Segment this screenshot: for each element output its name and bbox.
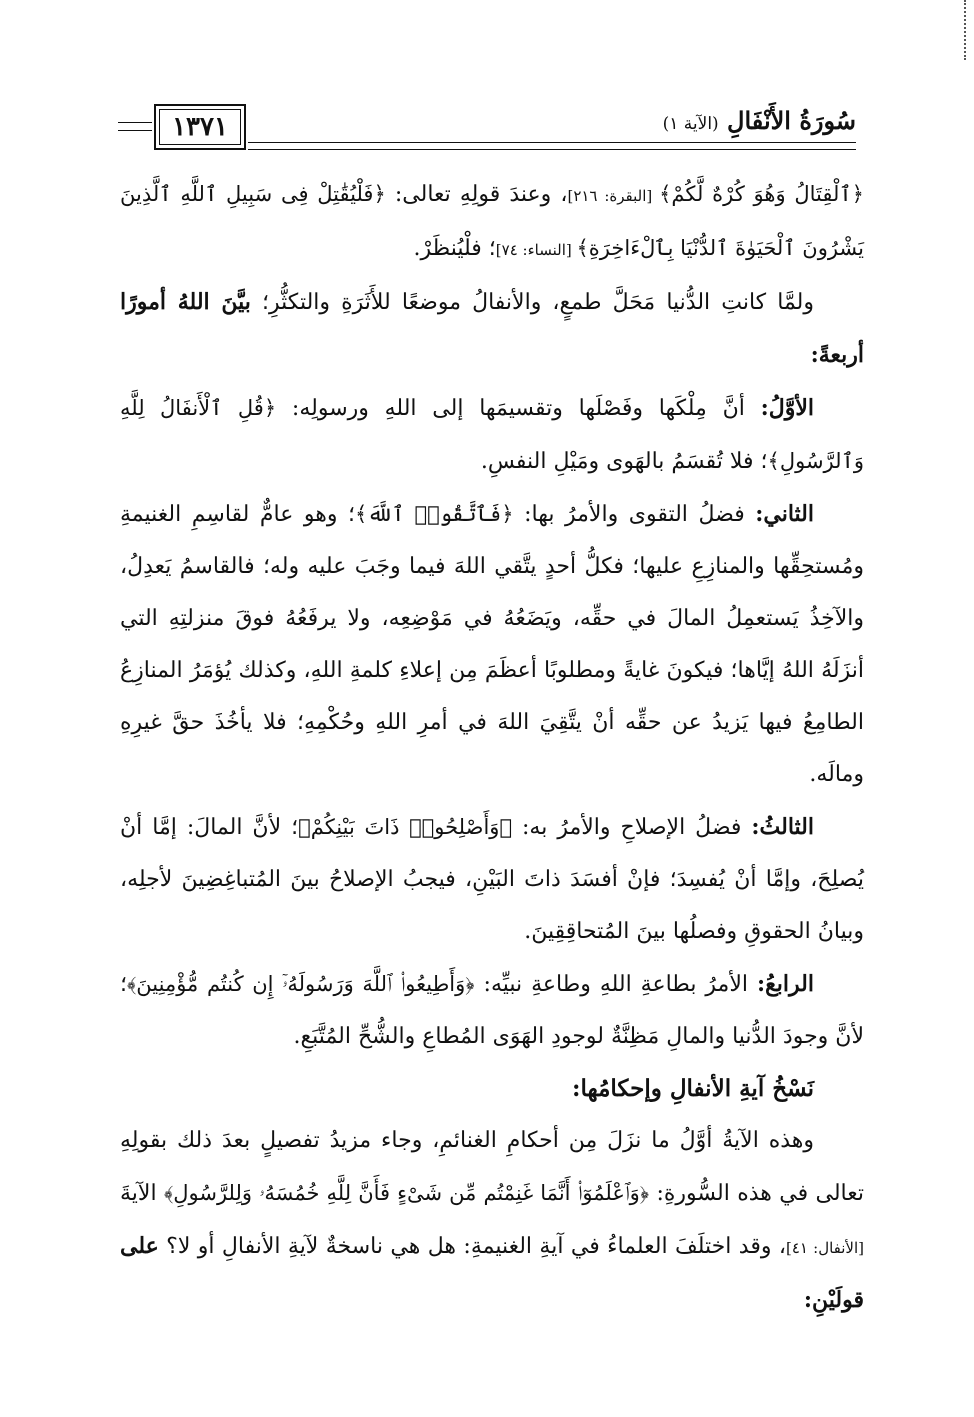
page-number: ١٣٧١ bbox=[159, 109, 241, 145]
header-rule-right-bottom bbox=[248, 149, 856, 150]
header-rule-left-bottom bbox=[118, 130, 152, 131]
body-text: الأمرُ بطاعةِ اللهِ وطاعةِ نبيِّه: bbox=[474, 972, 757, 997]
paragraph-lead: الثاني: bbox=[755, 501, 814, 527]
body-text: ولمَّا كانتِ الدُّنيا مَحَلَّ طمعٍ، والأنفالُ موضعًا للأَثَرَةِ والتكثُّرِ؛ bbox=[250, 290, 814, 315]
body-text: ؛ لأنَّ وجودَ الدُّنيا والمالِ مَظِنَّةٌ لوجودِ الهَوَى المُطاعِ والشُّحِّ المُتَّبَعِ. bbox=[120, 972, 864, 1049]
quran-quote: ﴿فَلْيُقَٰتِلْ فِى سَبِيلِ ٱللَّهِ ٱلَّذِينَ يَشْرُونَ ٱلْحَيَوٰةَ ٱلدُّنْيَا بِٱلْءَاخِرَةِ﴾ bbox=[120, 182, 864, 260]
body-text: ، وقد اختلَفَ العلماءُ في آيةِ الغنيمةِ: هل هي ناسخةٌ لآيةِ الأنفالِ أو لا؟ bbox=[158, 1234, 786, 1259]
running-title bbox=[663, 106, 856, 135]
body-text: فضلُ التقوى والأمرُ بها: bbox=[513, 502, 756, 527]
body-text: ، وعندَ قولِهِ تعالى: bbox=[385, 182, 568, 207]
quran-quote: ﴿ٱلْقِتَالُ وَهُوَ كُرْهٌ لَّكُمْ﴾ bbox=[659, 182, 864, 206]
quran-quote: ﴿فَٱتَّقُوا۟ ٱللَّهَ﴾ bbox=[355, 502, 514, 526]
paragraph-lead: الرابعُ: bbox=[756, 971, 814, 997]
header-rule-right-top bbox=[248, 142, 856, 143]
bold-text: بيَّنَ اللهُ أمورًا أربعةً: bbox=[120, 289, 864, 368]
bold-text: على قولَيْنِ: bbox=[120, 1233, 864, 1313]
body-text: ؛ لأنَّ المالَ: إمَّا أنْ يُصلِحَ، وإمَّا أنْ يُفسِدَ؛ فإنْ أفسَدَ ذاتَ البَيْنِ، فيجبُ الإصلاحُ بينَ المُتباغِضِينَ لأجلِه، وبيانُ الحقوقِ وفصلُها بينَ المُتحاقِقِينَ. bbox=[120, 815, 864, 944]
quran-quote: ﴿وَأَطِيعُوا۟ ٱللَّهَ وَرَسُولَهُۥٓ إِن كُنتُم مُّؤْمِنِينَ﴾ bbox=[127, 972, 475, 996]
body-text: الآيةَ bbox=[120, 1181, 164, 1206]
quran-quote: ﴿وَٱعْلَمُوٓا۟ أَنَّمَا غَنِمْتُم مِّن شَىْءٍ فَأَنَّ لِلَّهِ خُمُسَهُۥ وَلِلرَّسُولِ﴾ bbox=[163, 1181, 650, 1205]
header-rule-left-top bbox=[118, 122, 152, 123]
paragraph bbox=[120, 382, 864, 488]
quran-quote: ﴿قُلِ ٱلْأَنفَالُ لِلَّهِ وَٱلرَّسُولِ﴾ bbox=[120, 396, 864, 473]
surah-title: سُورَةُ الأَنْفَالِ bbox=[727, 106, 856, 135]
verse-reference: [الأنفال: ٤١] bbox=[785, 1239, 864, 1257]
body-text: ؛ وهو عامٌّ لقاسِمِ الغنيمةِ ومُستحِقِّها والمنازِعِ عليها؛ فكلُّ أحدٍ يتَّقي اللهَ فيما وجَبَ عليه وله؛ فالقاسمُ يَعدِلُ، والآخِذُ يَستعمِلُ المالَ في حقِّه، ويَضَعُهُ في مَوْضِعِه، ولا يرفَعُهُ فوقَ منزلتِهِ التي أنزَلَهُ اللهُ إيَّاها؛ فيكونَ غايةً ومطلوبًا أعظَمَ مِن إعلاءِ كلمةِ اللهِ، وكذلك يُؤمَرُ المنازِعُ الطامِعُ فيها يَزيدُ عن حقِّه أنْ يتَّقِيَ اللهَ في أمرِ اللهِ وحُكْمِهِ؛ فلا يأخُذَ حقَّ غيرِهِ ومالَه. bbox=[120, 502, 864, 787]
body-text: أنَّ مِلْكَها وفَصْلَها وتقسيمَها إلى اللهِ ورسولِه: bbox=[276, 396, 761, 421]
page-edge-marks bbox=[960, 0, 966, 60]
paragraph bbox=[120, 276, 864, 382]
verse-reference: [النساء: ٧٤] bbox=[495, 241, 577, 259]
paragraph bbox=[120, 1115, 864, 1327]
paragraph bbox=[120, 801, 864, 958]
page-header bbox=[118, 104, 856, 156]
body-text: فضلُ الإصلاحِ والأمرُ به: bbox=[512, 815, 752, 840]
paragraph bbox=[120, 168, 864, 276]
body-text: وهذه الآيةُ أوَّلُ ما نزَلَ مِن أحكامِ الغنائمِ، وجاء مزيدُ تفصيلٍ بعدَ ذلك بقولِهِ تعالى في هذه السُّورةِ: bbox=[120, 1128, 864, 1206]
paragraph bbox=[120, 488, 864, 801]
paragraph bbox=[120, 958, 864, 1063]
verse-reference: [البقرة: ٢١٦] bbox=[567, 187, 660, 205]
page-body bbox=[120, 168, 864, 1327]
paragraph-lead: الثالثُ: bbox=[751, 814, 814, 840]
verse-note: (الآية ١) bbox=[662, 114, 719, 134]
body-text: ؛ فلْيُنظَرْ. bbox=[413, 236, 496, 261]
section-heading: نَسْخُ آيةِ الأنفالِ وإحكامُها: bbox=[571, 1075, 814, 1102]
body-text: ؛ فلا تُقسَمُ بالهَوى ومَيْلِ النفسِ. bbox=[480, 449, 768, 474]
page-number-box bbox=[154, 104, 246, 150]
paragraph-lead: الأوَّلُ: bbox=[760, 395, 814, 421]
quran-quote: ﴿وَأَصْلِحُوا۟ ذَاتَ بَيْنِكُمْ﴾ bbox=[298, 815, 513, 839]
